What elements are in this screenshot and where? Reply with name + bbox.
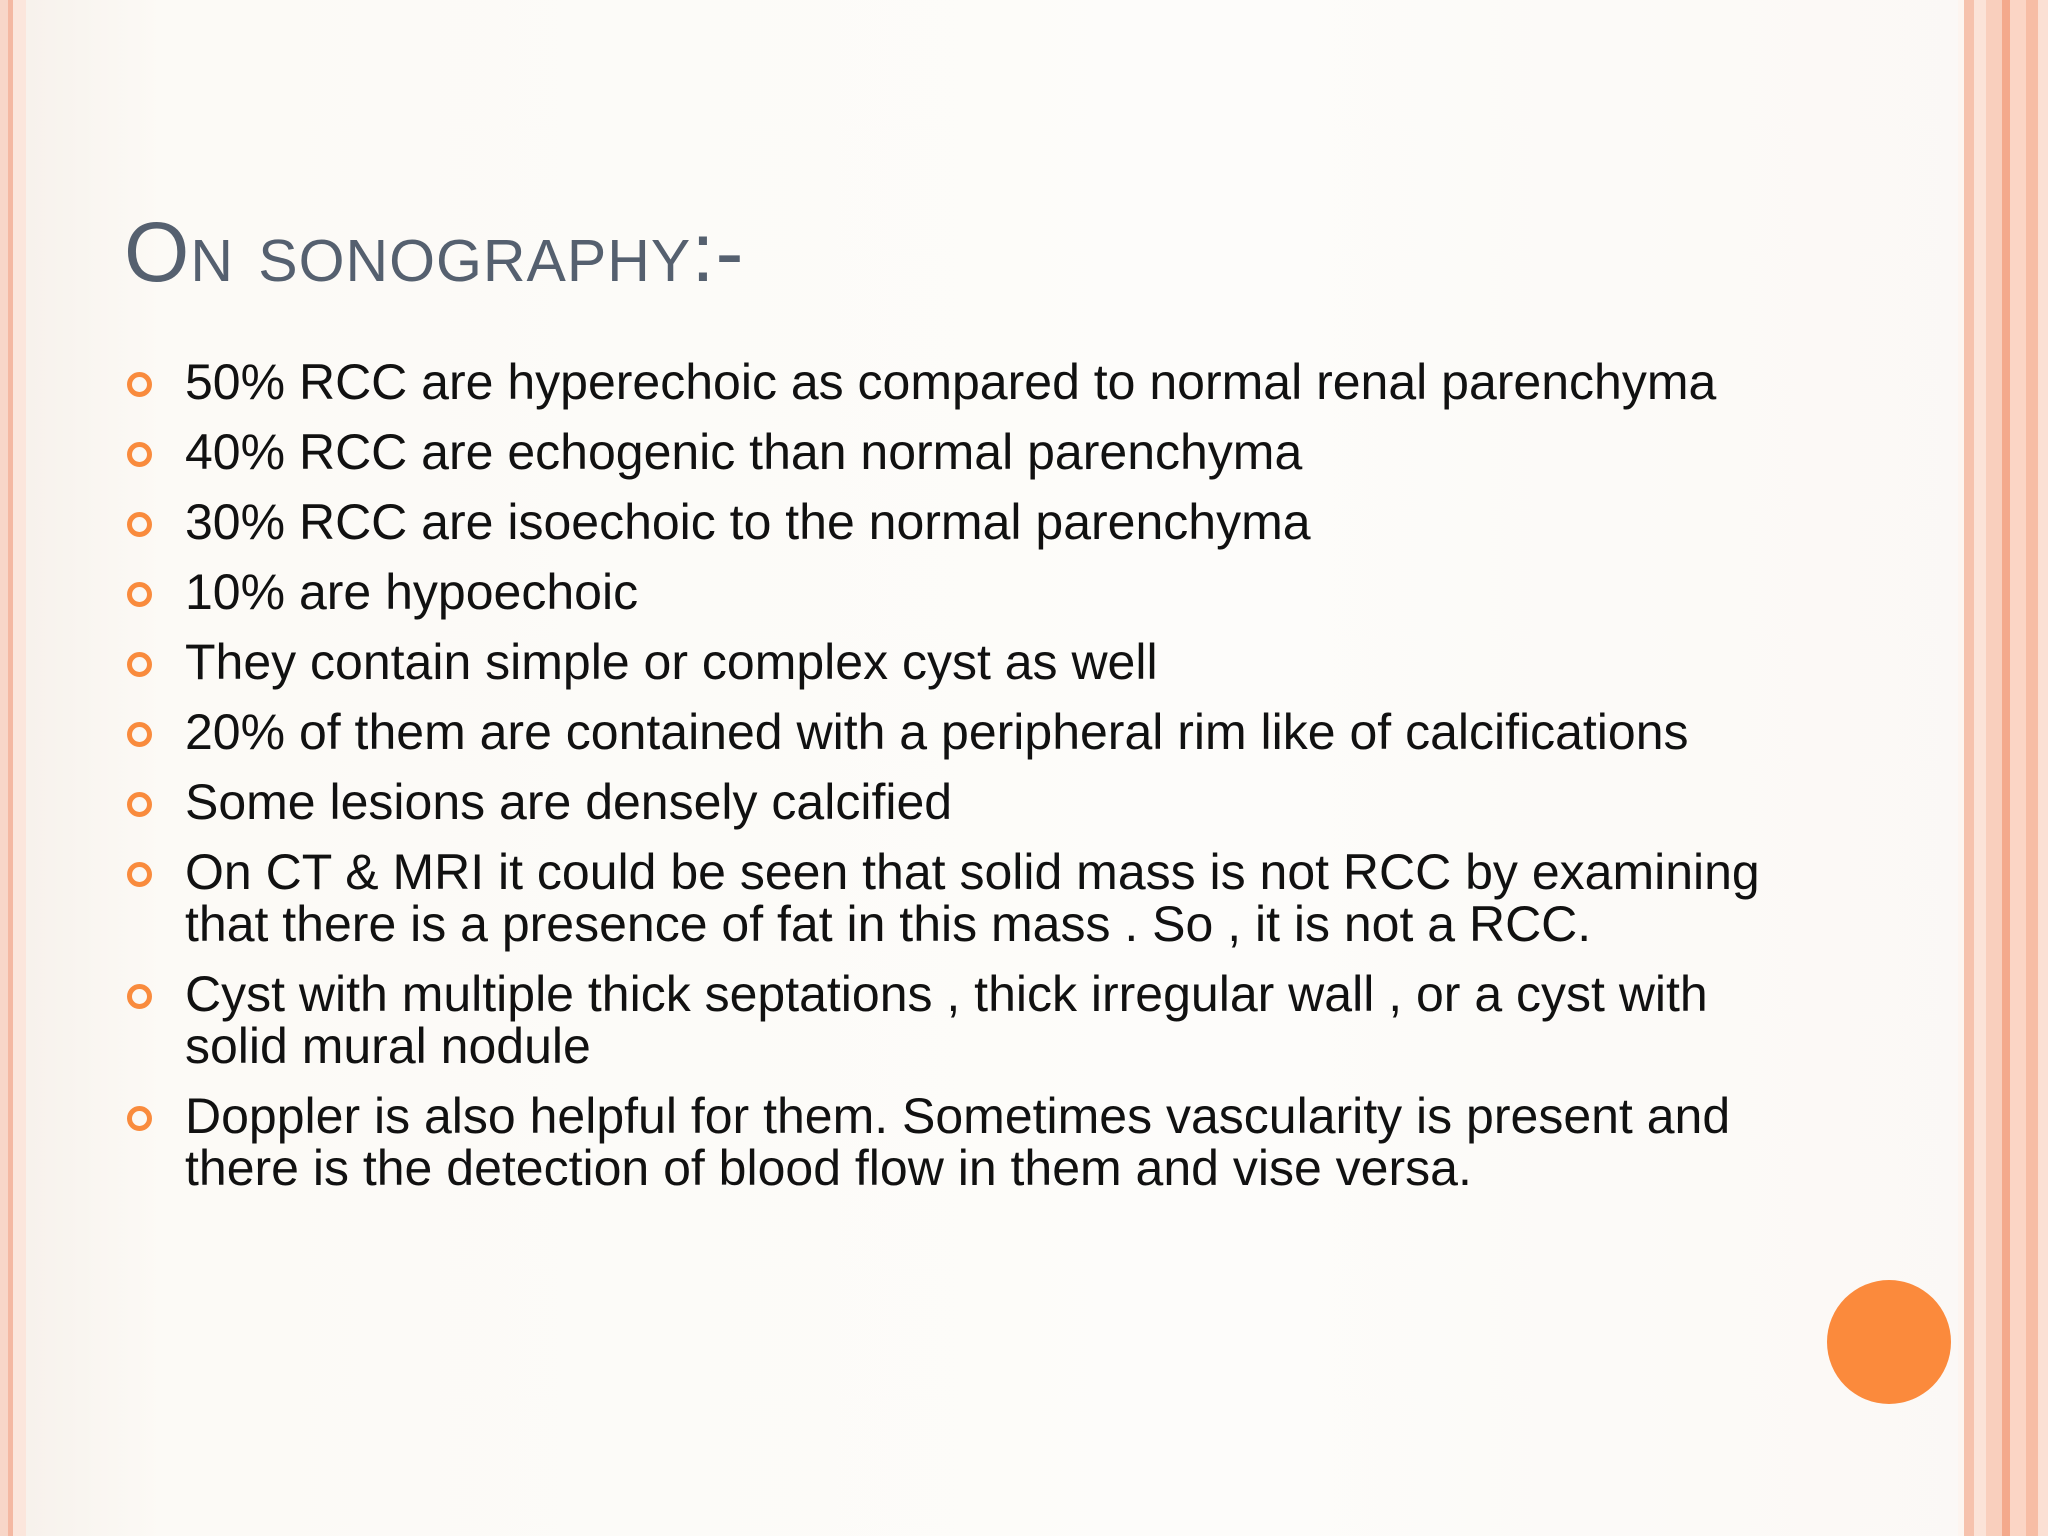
- list-item: [124, 356, 1784, 408]
- bullet-text: Some lesions are densely calcified: [185, 774, 953, 830]
- bullet-list: [124, 356, 1784, 1212]
- list-item: [124, 846, 1784, 950]
- left-decorative-border: [0, 0, 26, 1536]
- bullet-ring-icon: [127, 792, 152, 817]
- list-item: [124, 968, 1784, 1072]
- bullet-ring-icon: [127, 652, 152, 677]
- bullet-ring-icon: [127, 582, 152, 607]
- bullet-text: 40% RCC are echogenic than normal parenchyma: [185, 424, 1303, 480]
- bullet-text: Cyst with multiple thick septations , thick irregular wall , or a cyst with solid mural nodule: [185, 966, 1708, 1074]
- list-item: [124, 636, 1784, 688]
- bullet-text: 30% RCC are isoechoic to the normal parenchyma: [185, 494, 1311, 550]
- bullet-text: Doppler is also helpful for them. Sometimes vascularity is present and there is the detection of blood flow in them and vise versa.: [185, 1088, 1731, 1196]
- bullet-ring-icon: [127, 1106, 152, 1131]
- right-decorative-border: [1958, 0, 2048, 1536]
- bullet-ring-icon: [127, 512, 152, 537]
- bullet-text: They contain simple or complex cyst as well: [185, 634, 1158, 690]
- bullet-text: 10% are hypoechoic: [185, 564, 639, 620]
- list-item: [124, 1090, 1784, 1194]
- list-item: [124, 426, 1784, 478]
- bullet-text: 50% RCC are hyperechoic as compared to normal renal parenchyma: [185, 354, 1717, 410]
- bullet-ring-icon: [127, 442, 152, 467]
- bullet-ring-icon: [127, 862, 152, 887]
- slide-title: On sonography:-: [124, 205, 745, 299]
- bullet-ring-icon: [127, 722, 152, 747]
- list-item: [124, 776, 1784, 828]
- bullet-ring-icon: [127, 372, 152, 397]
- bullet-ring-icon: [127, 984, 152, 1009]
- bullet-text: 20% of them are contained with a peripheral rim like of calcifications: [185, 704, 1689, 760]
- bullet-text: On CT & MRI it could be seen that solid mass is not RCC by examining that there is a presence of fat in this mass . So , it is not a RCC.: [185, 844, 1760, 952]
- list-item: [124, 496, 1784, 548]
- list-item: [124, 566, 1784, 618]
- orange-circle-icon: [1827, 1280, 1951, 1404]
- list-item: [124, 706, 1784, 758]
